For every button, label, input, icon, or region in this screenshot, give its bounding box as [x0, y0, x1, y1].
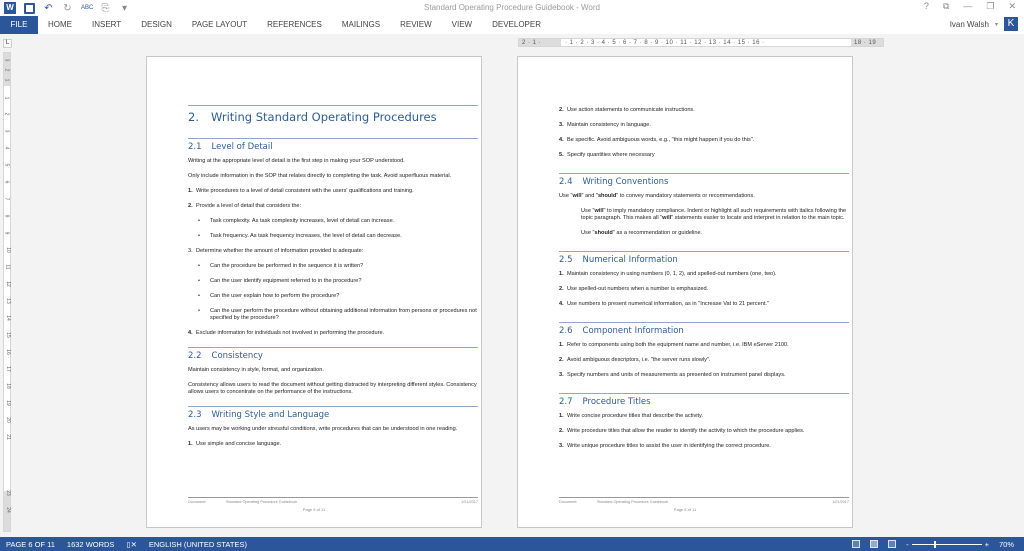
paragraph: Maintain consistency in style, format, and organization.: [188, 367, 324, 373]
restore-icon[interactable]: ❐: [986, 1, 995, 11]
close-icon[interactable]: ✕: [1008, 1, 1016, 11]
bullet-item: • Can the user identify equipment referred to in the procedure?: [198, 278, 362, 284]
document-workspace: [0, 34, 1024, 537]
ribbon-display-options-icon[interactable]: ⧉: [942, 1, 950, 11]
page-count[interactable]: PAGE 6 OF 11: [6, 539, 55, 549]
zoom-slider[interactable]: [906, 540, 989, 549]
paragraph: Writing at the appropriate level of detail is the first step in making your SOP understood.: [188, 158, 405, 164]
window-title: Standard Operating Procedure Guidebook - Word: [424, 3, 600, 12]
bullet-icon: •: [198, 233, 200, 239]
list-item: 2. Use spelled-out numbers when a number is emphasized.: [559, 286, 709, 292]
heading-1: 2. Writing Standard Operating Procedures: [188, 105, 478, 124]
bullet-icon: •: [198, 218, 200, 224]
zoom-out-button[interactable]: -: [906, 539, 909, 549]
status-bar: [0, 537, 1024, 551]
page-content[interactable]: [559, 107, 849, 458]
bullet-icon: •: [198, 263, 200, 269]
zoom-track[interactable]: [912, 544, 982, 545]
zoom-level[interactable]: 70%: [998, 539, 1014, 549]
bullet-icon: •: [198, 278, 200, 284]
undo-icon[interactable]: ↶: [44, 2, 53, 14]
heading-2-5: 2.5 Numerical Information: [559, 251, 849, 265]
user-account[interactable]: [950, 17, 1018, 31]
list-item: 2. Avoid ambiguous descriptors, i.e. "the server runs slowly".: [559, 357, 711, 363]
zoom-in-button[interactable]: +: [984, 539, 989, 549]
tab-selector[interactable]: L: [3, 39, 12, 48]
list-item: 3. Specify numbers and units of measurements as presented on instrument panel displays.: [559, 372, 786, 378]
page-footer: Document: Standard Operating Procedure Guidebook 1/21/2017: [188, 497, 478, 504]
list-item: 1. Write procedures to a level of detail consistent with the users' qualifications and training.: [188, 188, 414, 194]
bullet-item: • Can the user perform the procedure without obtaining additional information from persons or procedures not specified by the procedure?: [198, 308, 477, 321]
vertical-ruler[interactable]: [3, 52, 11, 532]
list-item: 5. Specify quantities where necessary: [559, 152, 655, 158]
paragraph: Consistency allows users to read the document without getting distracted by interpreting different styles. Consistency allows users to concentrate on the performance of the instructions.: [188, 382, 477, 395]
tab-page-layout[interactable]: PAGE LAYOUT: [191, 20, 248, 29]
list-item: 1. Maintain consistency in using numbers (0, 1, 2), and spelled-out numbers (one, two).: [559, 271, 777, 277]
avatar[interactable]: K: [1004, 17, 1018, 31]
user-name[interactable]: Ivan Walsh: [949, 19, 989, 29]
ribbon-tabs: [0, 16, 1024, 34]
horizontal-ruler[interactable]: [518, 38, 884, 47]
word-count[interactable]: 1632 WORDS: [66, 539, 115, 549]
bullet-item: • Can the user explain how to perform the procedure?: [198, 293, 340, 299]
ruler-left-margin: 2 · 1 ·: [519, 39, 561, 46]
touch-mode-icon[interactable]: ⎘: [101, 2, 110, 14]
ruler-body: · 1 · 2 · 3 · 4 · 5 · 6 · 7 · 8 · 9 · 10 · 11 · 12 · 13 · 14 · 15 · 16 ·: [565, 39, 765, 46]
bullet-item: • Task complexity. As task complexity increases, level of detail can increase.: [198, 218, 395, 224]
zoom-thumb[interactable]: [934, 541, 936, 548]
chevron-down-icon[interactable]: ▾: [994, 21, 998, 28]
heading-2-4: 2.4 Writing Conventions: [559, 173, 849, 187]
tab-developer[interactable]: DEVELOPER: [492, 20, 541, 29]
customize-qat-icon[interactable]: ▾: [121, 2, 128, 14]
tab-home[interactable]: HOME: [48, 20, 72, 29]
list-item: 4. Use numbers to present numerical information, as in "Increase Vat to 21 percent.": [559, 301, 769, 307]
tab-design[interactable]: DESIGN: [141, 20, 172, 29]
language-indicator[interactable]: ENGLISH (UNITED STATES): [148, 539, 247, 549]
list-item: 2. Write procedure titles that allow the reader to identify the activity to which the procedure applies.: [559, 428, 805, 434]
list-item: 4. Be specific. Avoid ambiguous words, e.g., "this might happen if you do this".: [559, 137, 755, 143]
list-item: 1. Write concise procedure titles that describe the activity.: [559, 413, 703, 419]
spelling-icon[interactable]: ABC: [81, 4, 94, 11]
tab-view[interactable]: VIEW: [451, 20, 473, 29]
list-item: 3. Write unique procedure titles to assist the user in identifying the correct procedure.: [559, 443, 771, 449]
bullet-icon: •: [198, 293, 200, 299]
bullet-icon: •: [198, 308, 200, 314]
paragraph: Use "will" and "should" to convey mandatory statements or recommendations.: [559, 193, 755, 199]
page-number: Page 6 of 11: [673, 507, 697, 512]
page-footer: Document: Standard Operating Procedure Guidebook 1/21/2017: [559, 497, 849, 504]
bullet-item: • Task frequency. As task frequency increases, the level of detail can decrease.: [198, 233, 402, 239]
tab-file[interactable]: FILE: [0, 16, 38, 34]
tab-review[interactable]: REVIEW: [400, 20, 432, 29]
list-item: 3. Determine whether the amount of information provided is adequate:: [188, 248, 364, 254]
web-layout-icon[interactable]: [888, 540, 896, 548]
proofing-icon[interactable]: ▯✕: [126, 539, 137, 549]
redo-icon[interactable]: ↻: [63, 2, 72, 14]
indented-paragraph: Use "should" as a recommendation or guideline.: [581, 230, 703, 236]
heading-2-1: 2.1 Level of Detail: [188, 138, 478, 152]
print-layout-icon[interactable]: [870, 540, 878, 548]
ruler-right-margin: 18 · 19: [851, 39, 883, 46]
list-item: 1. Use simple and concise language.: [188, 441, 282, 447]
bullet-item: • Can the procedure be performed in the sequence it is written?: [198, 263, 364, 269]
indented-paragraph: Use "will" to imply mandatory compliance. Indent or highlight all such requirements with italics following the topic paragraph. This makes all "will" statements easier to locate and interpret in relation to the main topic.: [581, 208, 847, 221]
list-item: 2. Provide a level of detail that considers the:: [188, 203, 302, 209]
heading-2-7: 2.7 Procedure Titles: [559, 393, 849, 407]
list-item: 3. Maintain consistency in language.: [559, 122, 651, 128]
paragraph: Only include information in the SOP that relates directly to completing the task. Avoid superfluous material.: [188, 173, 452, 179]
heading-2-3: 2.3 Writing Style and Language: [188, 406, 478, 420]
ribbon: [0, 16, 1024, 34]
window-controls: [924, 1, 1016, 12]
word-logo-icon[interactable]: W: [4, 2, 16, 14]
ruler-numbers: 3 2 1 1 2 3 4 5 6 7 8 9 10 11 12 13 14 15 16 17 18 19 20 21 23 24: [3, 58, 11, 513]
page-5[interactable]: [146, 56, 482, 528]
list-item: 2. Use action statements to communicate instructions.: [559, 107, 695, 113]
page-number: Page 5 of 11: [302, 507, 326, 512]
page-6[interactable]: [517, 56, 853, 528]
minimize-icon[interactable]: —: [963, 1, 973, 11]
paragraph: As users may be working under stressful conditions, write procedures that can be understood in one reading.: [188, 426, 458, 432]
list-item: 1. Refer to components using both the equipment name and number, i.e. IBM eServer 2100.: [559, 342, 789, 348]
page-content[interactable]: [188, 105, 478, 456]
view-and-zoom-controls: [852, 540, 1024, 549]
tab-references[interactable]: REFERENCES: [267, 20, 322, 29]
tab-mailings[interactable]: MAILINGS: [341, 20, 381, 29]
heading-2-2: 2.2 Consistency: [188, 347, 478, 361]
read-mode-icon[interactable]: [852, 540, 860, 548]
list-item: 4. Exclude information for individuals not involved in performing the procedure.: [188, 330, 385, 336]
tab-insert[interactable]: INSERT: [92, 20, 122, 29]
heading-2-6: 2.6 Component Information: [559, 322, 849, 336]
help-icon[interactable]: ?: [923, 1, 929, 11]
title-bar: [0, 0, 1024, 16]
